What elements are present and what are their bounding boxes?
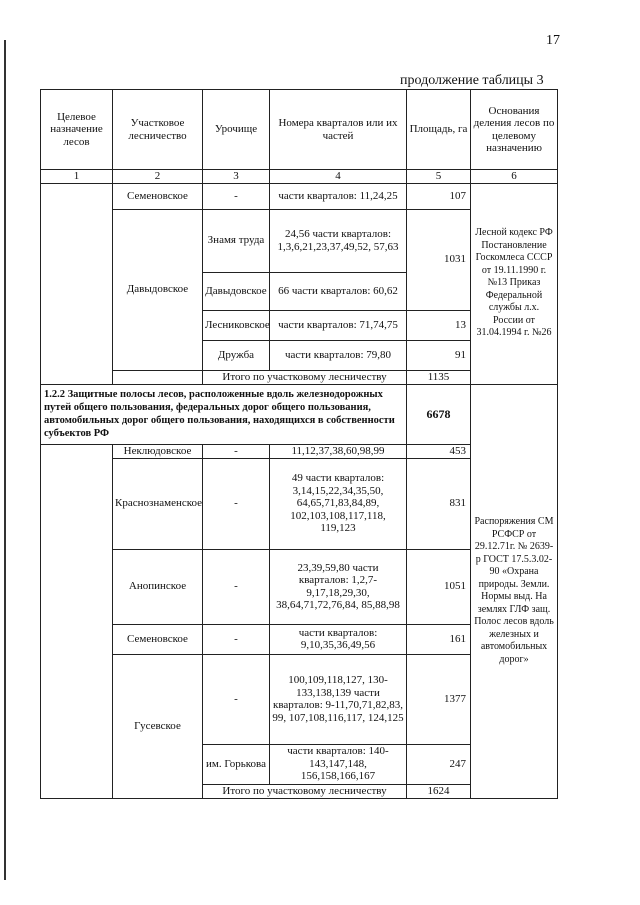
forestry-cell: Семеновское <box>113 624 203 654</box>
area-cell: 161 <box>407 624 471 654</box>
area-cell: 107 <box>407 183 471 209</box>
quarters-cell: 23,39,59,80 части кварталов: 1,2,7-9,17,18,29,30, 38,64,71,72,76,84, 85,88,98 <box>270 549 407 624</box>
forest-table <box>40 89 558 799</box>
area-cell: 1031 <box>407 209 471 310</box>
forestry-cell: Краснознаменское <box>113 458 203 549</box>
column-number-row <box>41 170 558 184</box>
header-purpose: Целевое назначение лесов <box>41 90 113 170</box>
col-num: 4 <box>270 170 407 184</box>
quarters-cell: части кварталов: 11,24,25 <box>270 183 407 209</box>
basis-cell: Распоряжения СМ РСФСР от 29.12.71г. № 2639-р ГОСТ 17.5.3.02-90 «Охрана природы. Земли. Нормы выд. На землях ГЛФ защ. Полос лесов вдоль железных и автомобильных дорог» <box>471 384 558 798</box>
forestry-cell: Гусевское <box>113 654 203 798</box>
area-cell: 247 <box>407 744 471 784</box>
quarters-cell: части кварталов: 9,10,35,36,49,56 <box>270 624 407 654</box>
tract-cell: Давыдовское <box>203 272 270 310</box>
header-row <box>41 90 558 170</box>
total-label: Итого по участковому лесничеству <box>203 784 407 798</box>
tract-cell: им. Горькова <box>203 744 270 784</box>
tract-cell: - <box>203 549 270 624</box>
quarters-cell: части кварталов: 140-143,147,148, 156,158,166,167 <box>270 744 407 784</box>
area-cell: 1377 <box>407 654 471 744</box>
area-cell: 453 <box>407 444 471 458</box>
header-tract: Урочище <box>203 90 270 170</box>
total-value: 1624 <box>407 784 471 798</box>
page-binding-edge <box>4 40 6 880</box>
area-cell: 13 <box>407 310 471 340</box>
page-number: 17 <box>546 33 560 48</box>
section-area: 6678 <box>407 384 471 444</box>
forestry-cell: Анопинское <box>113 549 203 624</box>
table-row <box>41 183 558 209</box>
tract-cell: - <box>203 444 270 458</box>
col-num: 6 <box>471 170 558 184</box>
col-num: 3 <box>203 170 270 184</box>
section-row <box>41 384 558 444</box>
tract-cell: Знамя труда <box>203 209 270 272</box>
quarters-cell: части кварталов: 79,80 <box>270 340 407 370</box>
quarters-cell: 100,109,118,127, 130-133,138,139 части кварталов: 9-11,70,71,82,83, 99, 107,108,116,117, 124,125 <box>270 654 407 744</box>
forestry-cell: Давыдовское <box>113 209 203 370</box>
tract-cell: Дружба <box>203 340 270 370</box>
quarters-cell: части кварталов: 71,74,75 <box>270 310 407 340</box>
total-label: Итого по участковому лесничеству <box>203 370 407 384</box>
quarters-cell: 24,56 части кварталов: 1,3,6,21,23,37,49,52, 57,63 <box>270 209 407 272</box>
tract-cell: - <box>203 183 270 209</box>
area-cell: 831 <box>407 458 471 549</box>
section-title: 1.2.2 Защитные полосы лесов, расположенные вдоль железнодорожных путей общего пользования, федеральных дорог общего пользования, автомобильных дорог общего пользования, находящихся в собственности субъектов РФ <box>41 384 407 444</box>
quarters-cell: 49 части кварталов: 3,14,15,22,34,35,50, 64,65,71,83,84,89, 102,103,108,117,118, 119,123 <box>270 458 407 549</box>
table-continuation-label: продолжение таблицы 3 <box>400 73 544 88</box>
tract-cell: - <box>203 624 270 654</box>
area-cell: 1051 <box>407 549 471 624</box>
forestry-cell: Неклюдовское <box>113 444 203 458</box>
forestry-cell: Семеновское <box>113 183 203 209</box>
basis-cell: Лесной кодекс РФ Постановление Госкомлеса СССР от 19.11.1990 г. №13 Приказ Федеральной службы л.х. России от 31.04.1994 г. №26 <box>471 183 558 384</box>
col-num: 1 <box>41 170 113 184</box>
header-area: Площадь, га <box>407 90 471 170</box>
blank-cell <box>113 370 203 384</box>
header-basis: Основания деления лесов по целевому назначению <box>471 90 558 170</box>
header-quarters: Номера кварталов или их частей <box>270 90 407 170</box>
col-num: 2 <box>113 170 203 184</box>
col-num: 5 <box>407 170 471 184</box>
total-value: 1135 <box>407 370 471 384</box>
header-forestry: Участковое лесничество <box>113 90 203 170</box>
quarters-cell: 66 части кварталов: 60,62 <box>270 272 407 310</box>
purpose-cell-empty <box>41 183 113 384</box>
tract-cell: - <box>203 654 270 744</box>
tract-cell: Лесниковское <box>203 310 270 340</box>
quarters-cell: 11,12,37,38,60,98,99 <box>270 444 407 458</box>
area-cell: 91 <box>407 340 471 370</box>
purpose-cell-empty <box>41 444 113 798</box>
tract-cell: - <box>203 458 270 549</box>
